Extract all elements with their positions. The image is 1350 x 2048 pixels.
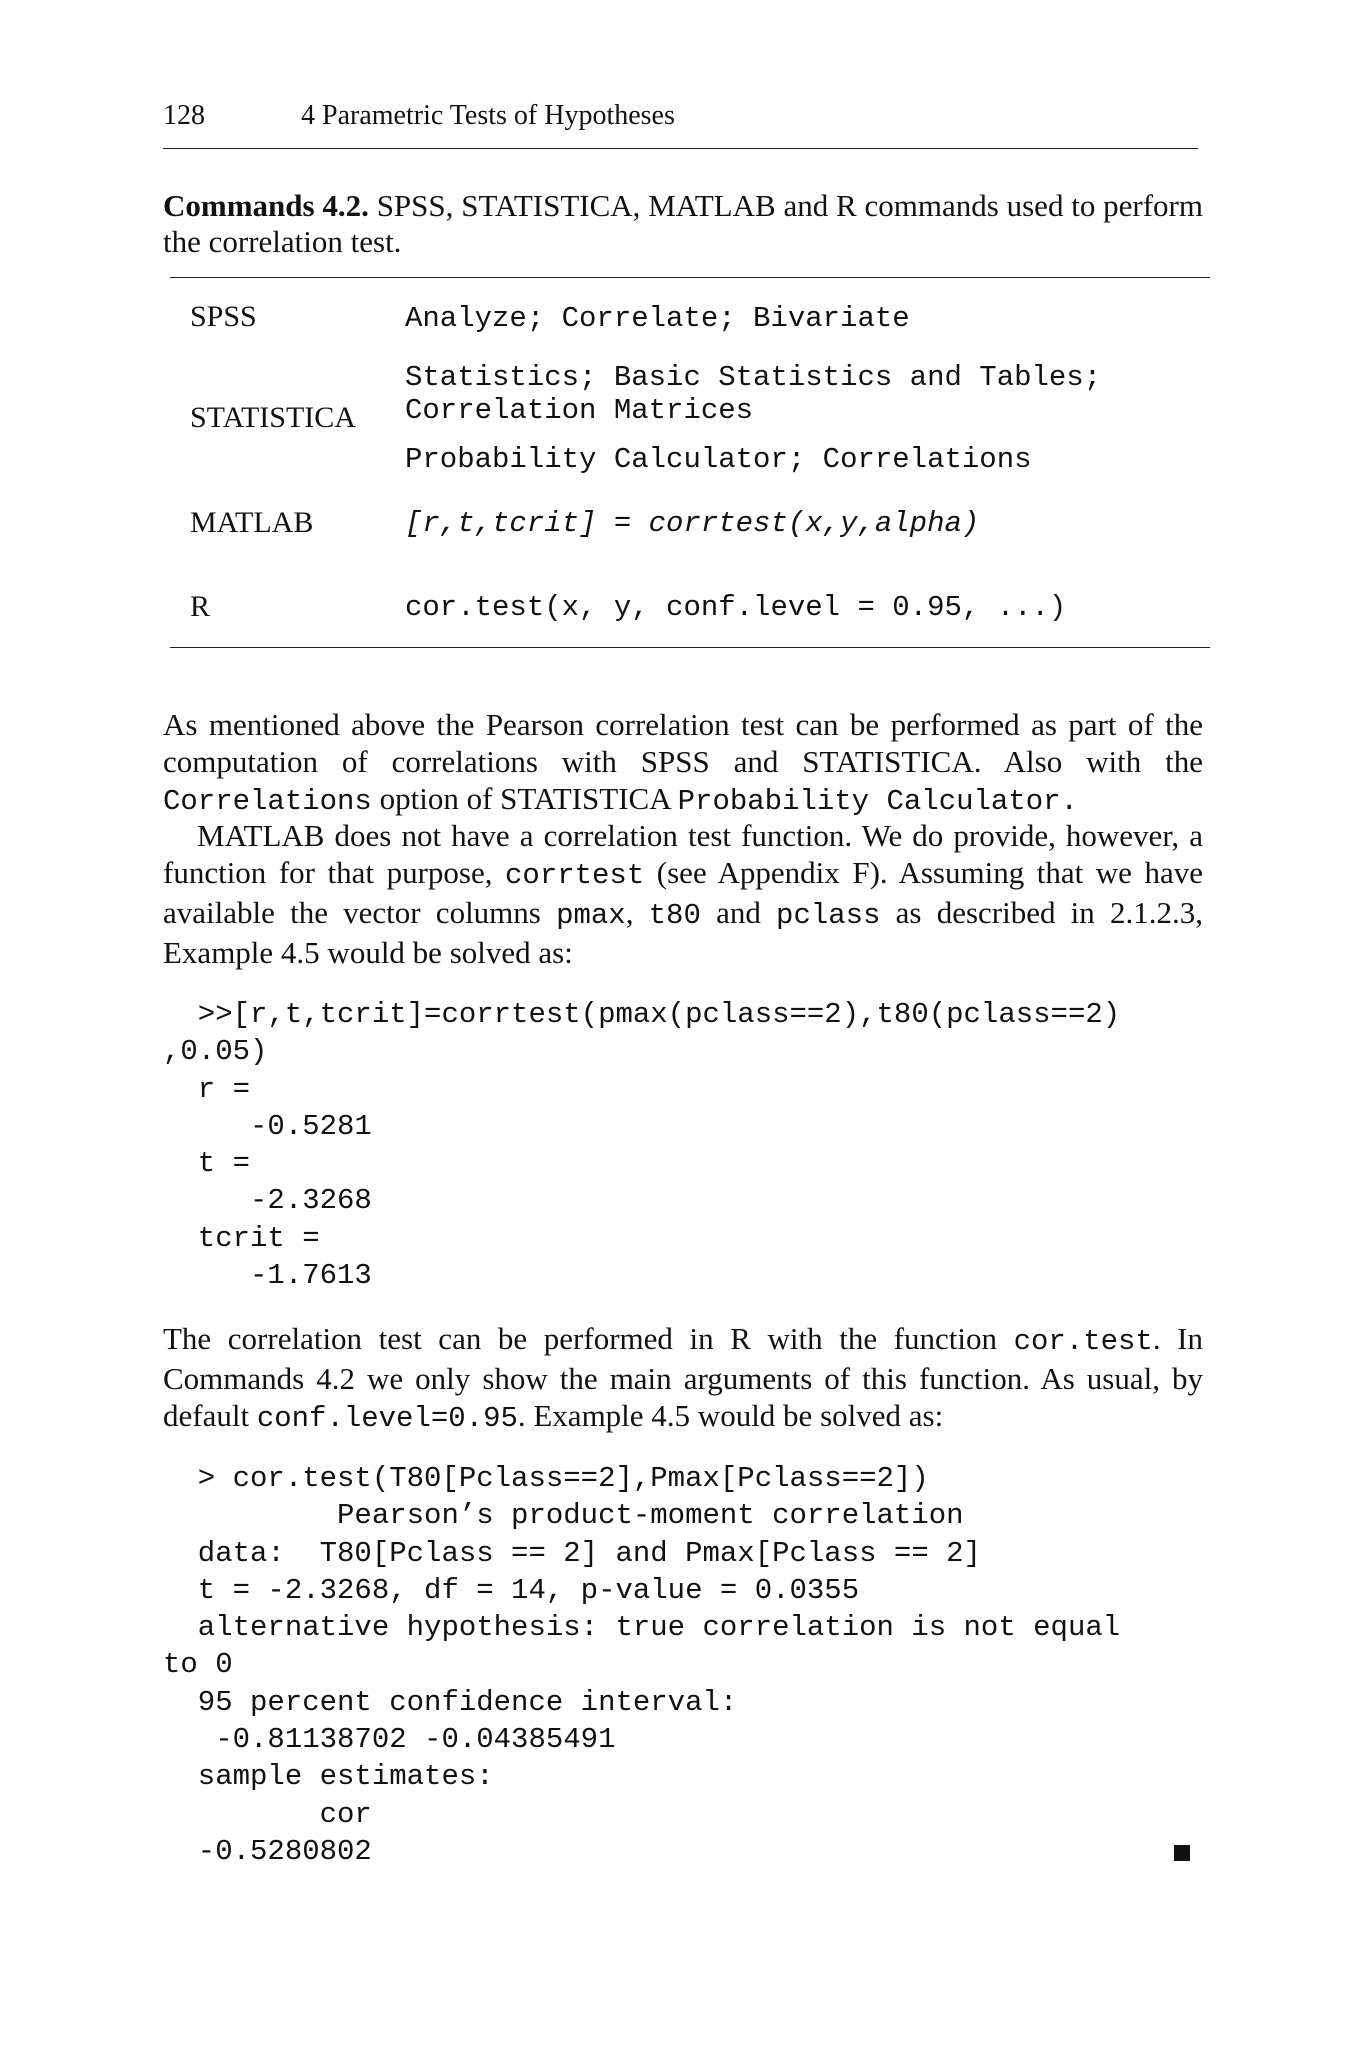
table-top-rule	[170, 277, 1210, 278]
code-conf-level: conf.level=0.95	[256, 1402, 518, 1435]
code-probability-calculator: Probability Calculator.	[677, 785, 1078, 818]
paragraph-r	[163, 1320, 1203, 1437]
caption-label: Commands 4.2.	[163, 188, 369, 223]
paragraph-pearson-test	[163, 706, 1203, 820]
code-pmax: pmax	[556, 899, 626, 932]
statistica-command-1: Statistics; Basic Statistics and Tables; Correlation Matrices	[405, 361, 1102, 427]
text-run: . Example 4.5 would be solved as:	[517, 1398, 944, 1433]
text-run: MATLAB does not have a correlation test function. We do provide, however, a function for that purpose,	[163, 818, 1203, 890]
text-run: ,	[625, 895, 649, 930]
text-run: (see Appendix F). Assuming that we have available the vector columns	[163, 855, 1203, 930]
code-pclass: pclass	[776, 899, 881, 932]
caption-text: SPSS, STATISTICA, MATLAB and R commands used to perform the correlation test.	[163, 188, 1203, 259]
text-run: As mentioned above the Pearson correlation test can be performed as part of the computation of correlations with SPSS and STATISTICA. Also with the	[163, 707, 1203, 779]
code-t80: t80	[648, 899, 701, 932]
table-caption	[163, 188, 1203, 260]
code-correlations: Correlations	[163, 785, 372, 818]
row-label-spss: SPSS	[190, 300, 257, 333]
r-code-listing: > cor.test(T80[Pclass==2],Pmax[Pclass==2]) Pearson’s product-moment correlation data: T80[Pclass == 2] and Pmax[Pclass == 2] t = -2.3268, df = 14, p-value = 0.0355 alternative hypothesis: true correlation is not equal to 0 95 percent confidence interval: -0.81138702 -0.04385491 sample estimates: cor -0.5280802	[163, 1462, 1121, 1868]
spss-command: Analyze; Correlate; Bivariate	[405, 302, 910, 335]
matlab-command: [r,t,tcrit] = corrtest(x,y,alpha)	[405, 507, 980, 540]
page-number: 128	[163, 100, 205, 131]
text-run: and	[700, 895, 777, 930]
row-label-matlab: MATLAB	[190, 506, 314, 539]
chapter-title: 4 Parametric Tests of Hypotheses	[301, 100, 675, 131]
matlab-code-listing: >>[r,t,tcrit]=corrtest(pmax(pclass==2),t80(pclass==2) ,0.05) r = -0.5281 t = -2.3268 tcrit = -1.7613	[163, 998, 1121, 1293]
running-header	[163, 100, 675, 132]
text-run: as described in 2.1.2.3, Example 4.5 would be solved as:	[163, 895, 1203, 970]
header-rule	[163, 148, 1198, 149]
r-command: cor.test(x, y, conf.level = 0.95, ...)	[405, 591, 1067, 624]
row-label-statistica: STATISTICA	[190, 401, 356, 434]
table-bottom-rule	[170, 647, 1210, 648]
text-run: . In Commands 4.2 we only show the main arguments of this function. As usual, by default	[163, 1321, 1204, 1433]
row-label-r: R	[190, 590, 211, 623]
paragraph-matlab	[163, 817, 1203, 971]
code-corrtest: corrtest	[505, 859, 645, 892]
statistica-command-2: Probability Calculator; Correlations	[405, 443, 1032, 476]
text-run: The correlation test can be performed in R with the function	[163, 1321, 1014, 1356]
text-run: option of STATISTICA	[371, 781, 678, 816]
end-of-example-mark	[1174, 1845, 1190, 1861]
code-cor-test: cor.test	[1013, 1325, 1153, 1358]
